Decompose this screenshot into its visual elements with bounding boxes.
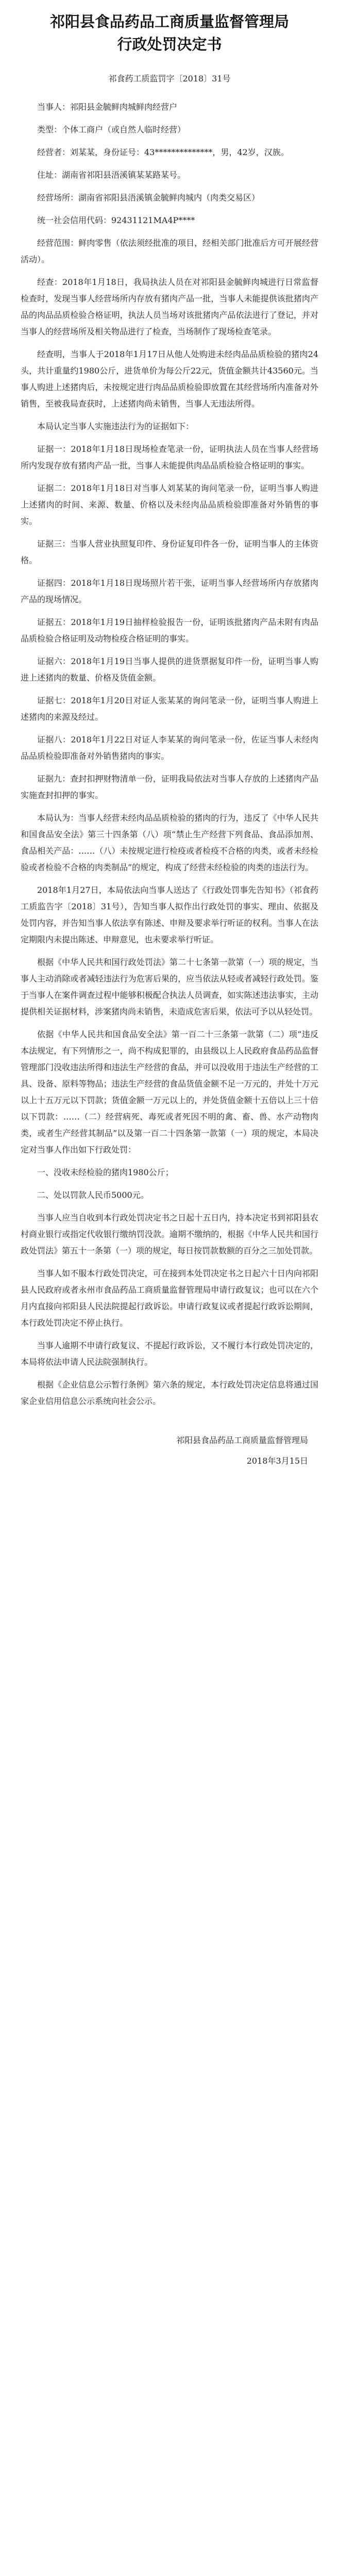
body-paragraph: 2018年1月27日，本局依法向当事人送达了《行政处罚事先告知书》（祁食药工质监告字〔2018〕31号），告知当事人拟作出行政处罚的事实、理由、依据及处罚内容，并告知当事人依法享有陈述、申辩及要求举行听证的权利。当事人在法定期限内未提出陈述、申辩意见，也未要求举行听证。 — [21, 885, 318, 944]
body-paragraph: 证据五：2018年1月19日抽样检验报告一份，证明该批猪肉产品未附有肉品品质检验合格证明及动物检疫合格证明的事实。 — [21, 617, 318, 643]
body-paragraph: 经营场所：湖南省祁阳县浯溪镇金毓鲜肉城内（肉类交易区） — [37, 193, 260, 202]
document-body — [21, 99, 318, 1410]
body-paragraph: 证据六：2018年1月19日当事人提供的进货票据复印件一份，证明当事人购进上述猪肉的数量、价格及货值金额。 — [21, 656, 318, 683]
body-paragraph: 当事人：祁阳县金毓鲜肉城鲜肉经营户 — [37, 102, 178, 112]
body-paragraph: 当事人逾期不申请行政复议、不提起行政诉讼，又不履行本行政处罚决定的，本局将依法申请人民法院强制执行。 — [21, 1341, 318, 1367]
signature-block — [21, 1430, 318, 1471]
body-paragraph: 经营者：刘某某，身份证号：43**************，男，42岁，汉族。 — [37, 147, 289, 157]
body-paragraph: 住址：湖南省祁阳县浯溪镇某某路某号。 — [37, 170, 186, 180]
document-title — [21, 10, 318, 56]
body-paragraph: 证据二：2018年1月18日对当事人刘某某的询问笔录一份，证明当事人购进上述猪肉的时间、来源、数量、价格以及未经肉品品质检验即准备对外销售的事实。 — [21, 483, 318, 526]
body-paragraph: 证据四：2018年1月18日现场照片若干张，证明当事人经营场所内存放猪肉产品的现场情况。 — [21, 578, 318, 604]
document-number: 祁食药工质监罚字〔2018〕31号 — [108, 74, 231, 83]
body-paragraph: 经查：2018年1月18日，我局执法人员在对祁阳县金毓鲜肉城进行日常监督检查时，发现当事人经营场所内存放有猪肉产品一批，当事人未能提供该批猪肉产品的肉品品质检验合格证明，执法人员当场对该批猪肉产品依法进行了登记，并对当事人的经营场所及相关物品进行了检查，当场制作了现场检查笔录。 — [21, 277, 318, 336]
body-paragraph: 证据八：2018年1月22日对证人李某某的询问笔录一份，佐证当事人未经肉品品质检验即准备对外销售猪肉的事实。 — [21, 735, 318, 761]
body-paragraph: 经营范围：鲜肉零售（依法须经批准的项目，经相关部门批准后方可开展经营活动）。 — [21, 238, 318, 264]
body-paragraph: 证据三：当事人营业执照复印件、身份证复印件各一份，证明当事人的主体资格。 — [21, 539, 318, 565]
body-paragraph: 当事人应当自收到本行政处罚决定书之日起十五日内，持本决定书到祁阳县农村商业银行或指定代收银行缴纳罚没款。逾期不缴纳的，根据《中华人民共和国行政处罚法》第五十一条第（一）项的规定，每日按罚款数额的百分之三加处罚款。 — [21, 1213, 318, 1256]
body-paragraph: 本局认为：当事人经营未经肉品品质检验的猪肉的行为，违反了《中华人民共和国食品安全法》第三十四条第（八）项“禁止生产经营下列食品、食品添加剂、食品相关产品：……（八）未按规定进行检疫或者检疫不合格的肉类，或者未经检验或者检验不合格的肉类制品”的规定，构成了经营未经检验的肉类的违法行为。 — [21, 813, 318, 872]
body-paragraph: 一、没收未经检验的猪肉1980公斤； — [37, 1167, 174, 1177]
body-paragraph: 当事人如不服本行政处罚决定，可在接到本处罚决定书之日起六十日内向祁阳县人民政府或者永州市食品药品工商质量监督管理局申请行政复议；也可以在六个月内直接向祁阳县人民法院提起行政诉讼。申请行政复议或者提起行政诉讼期间，本行政处罚决定不停止执行。 — [21, 1268, 318, 1328]
body-paragraph: 二、处以罚款人民币5000元。 — [37, 1190, 149, 1200]
title-line-1: 祁阳县食品药品工商质量监督管理局 — [49, 13, 289, 30]
body-paragraph: 经查明，当事人于2018年1月17日从他人处购进未经肉品品质检验的猪肉24头，共计重量约1980公斤，进货单价为每公斤22元，货值金额共计43560元。当事人购进上述猪肉后，未按规定进行肉品品质检验即放置在其经营场所内准备对外销售，至被我局查获时，上述猪肉尚未销售，当事人无违法所得。 — [21, 349, 318, 409]
body-paragraph: 证据七：2018年1月20日对证人张某某的询问笔录一份，证明当事人购进上述猪肉的来源及经过。 — [21, 696, 318, 722]
body-paragraph: 证据九：查封扣押财物清单一份，证明我局依法对当事人存放的上述猪肉产品实施查封扣押的事实。 — [21, 774, 318, 800]
body-paragraph: 类型：个体工商户（或自然人临时经营） — [37, 125, 186, 134]
body-paragraph: 根据《中华人民共和国行政处罚法》第二十七条第一款第（一）项的规定，当事人主动消除或者减轻违法行为危害后果的，应当依法从轻或者减轻行政处罚。鉴于当事人在案件调查过程中能够积极配合执法人员调查，如实陈述违法事实，主动提供相关证据材料，涉案猪肉尚未销售，未造成危害后果，依法可予以从轻处罚。 — [21, 957, 318, 1016]
title-line-2: 行政处罚决定书 — [117, 36, 222, 53]
body-paragraph: 依据《中华人民共和国食品安全法》第一百二十三条第一款第（二）项“违反本法规定，有下列情形之一，尚不构成犯罪的，由县级以上人民政府食品药品监督管理部门没收违法所得和违法生产经营的食品，并可以没收用于违法生产经营的工具、设备、原料等物品；违法生产经营的食品货值金额不足一万元的，并处十万元以上十五万元以下罚款；货值金额一万元以上的，并处货值金额十五倍以上三十倍以下罚款：……（二）经营病死、毒死或者死因不明的禽、畜、兽、水产动物肉类，或者生产经营其制品”以及第一百二十四条第一款第（一）项的规定，本局决定对当事人作出如下行政处罚： — [21, 1029, 318, 1155]
body-paragraph: 统一社会信用代码：92431121MA4P**** — [37, 215, 195, 225]
issue-date: 2018年3月15日 — [246, 1456, 308, 1466]
body-paragraph: 根据《企业信息公示暂行条例》第六条的规定，本行政处罚决定信息将通过国家企业信用信息公示系统向社会公示。 — [21, 1380, 318, 1406]
body-paragraph: 本局认定当事人实施违法行为的证据如下： — [37, 421, 194, 431]
body-paragraph: 证据一：2018年1月18日现场检查笔录一份，证明执法人员在当事人经营场所内发现存放有猪肉产品一批，当事人未能提供肉品品质检验合格证明的事实。 — [21, 444, 318, 470]
issuing-organization: 祁阳县食品药品工商质量监督管理局 — [176, 1435, 308, 1445]
